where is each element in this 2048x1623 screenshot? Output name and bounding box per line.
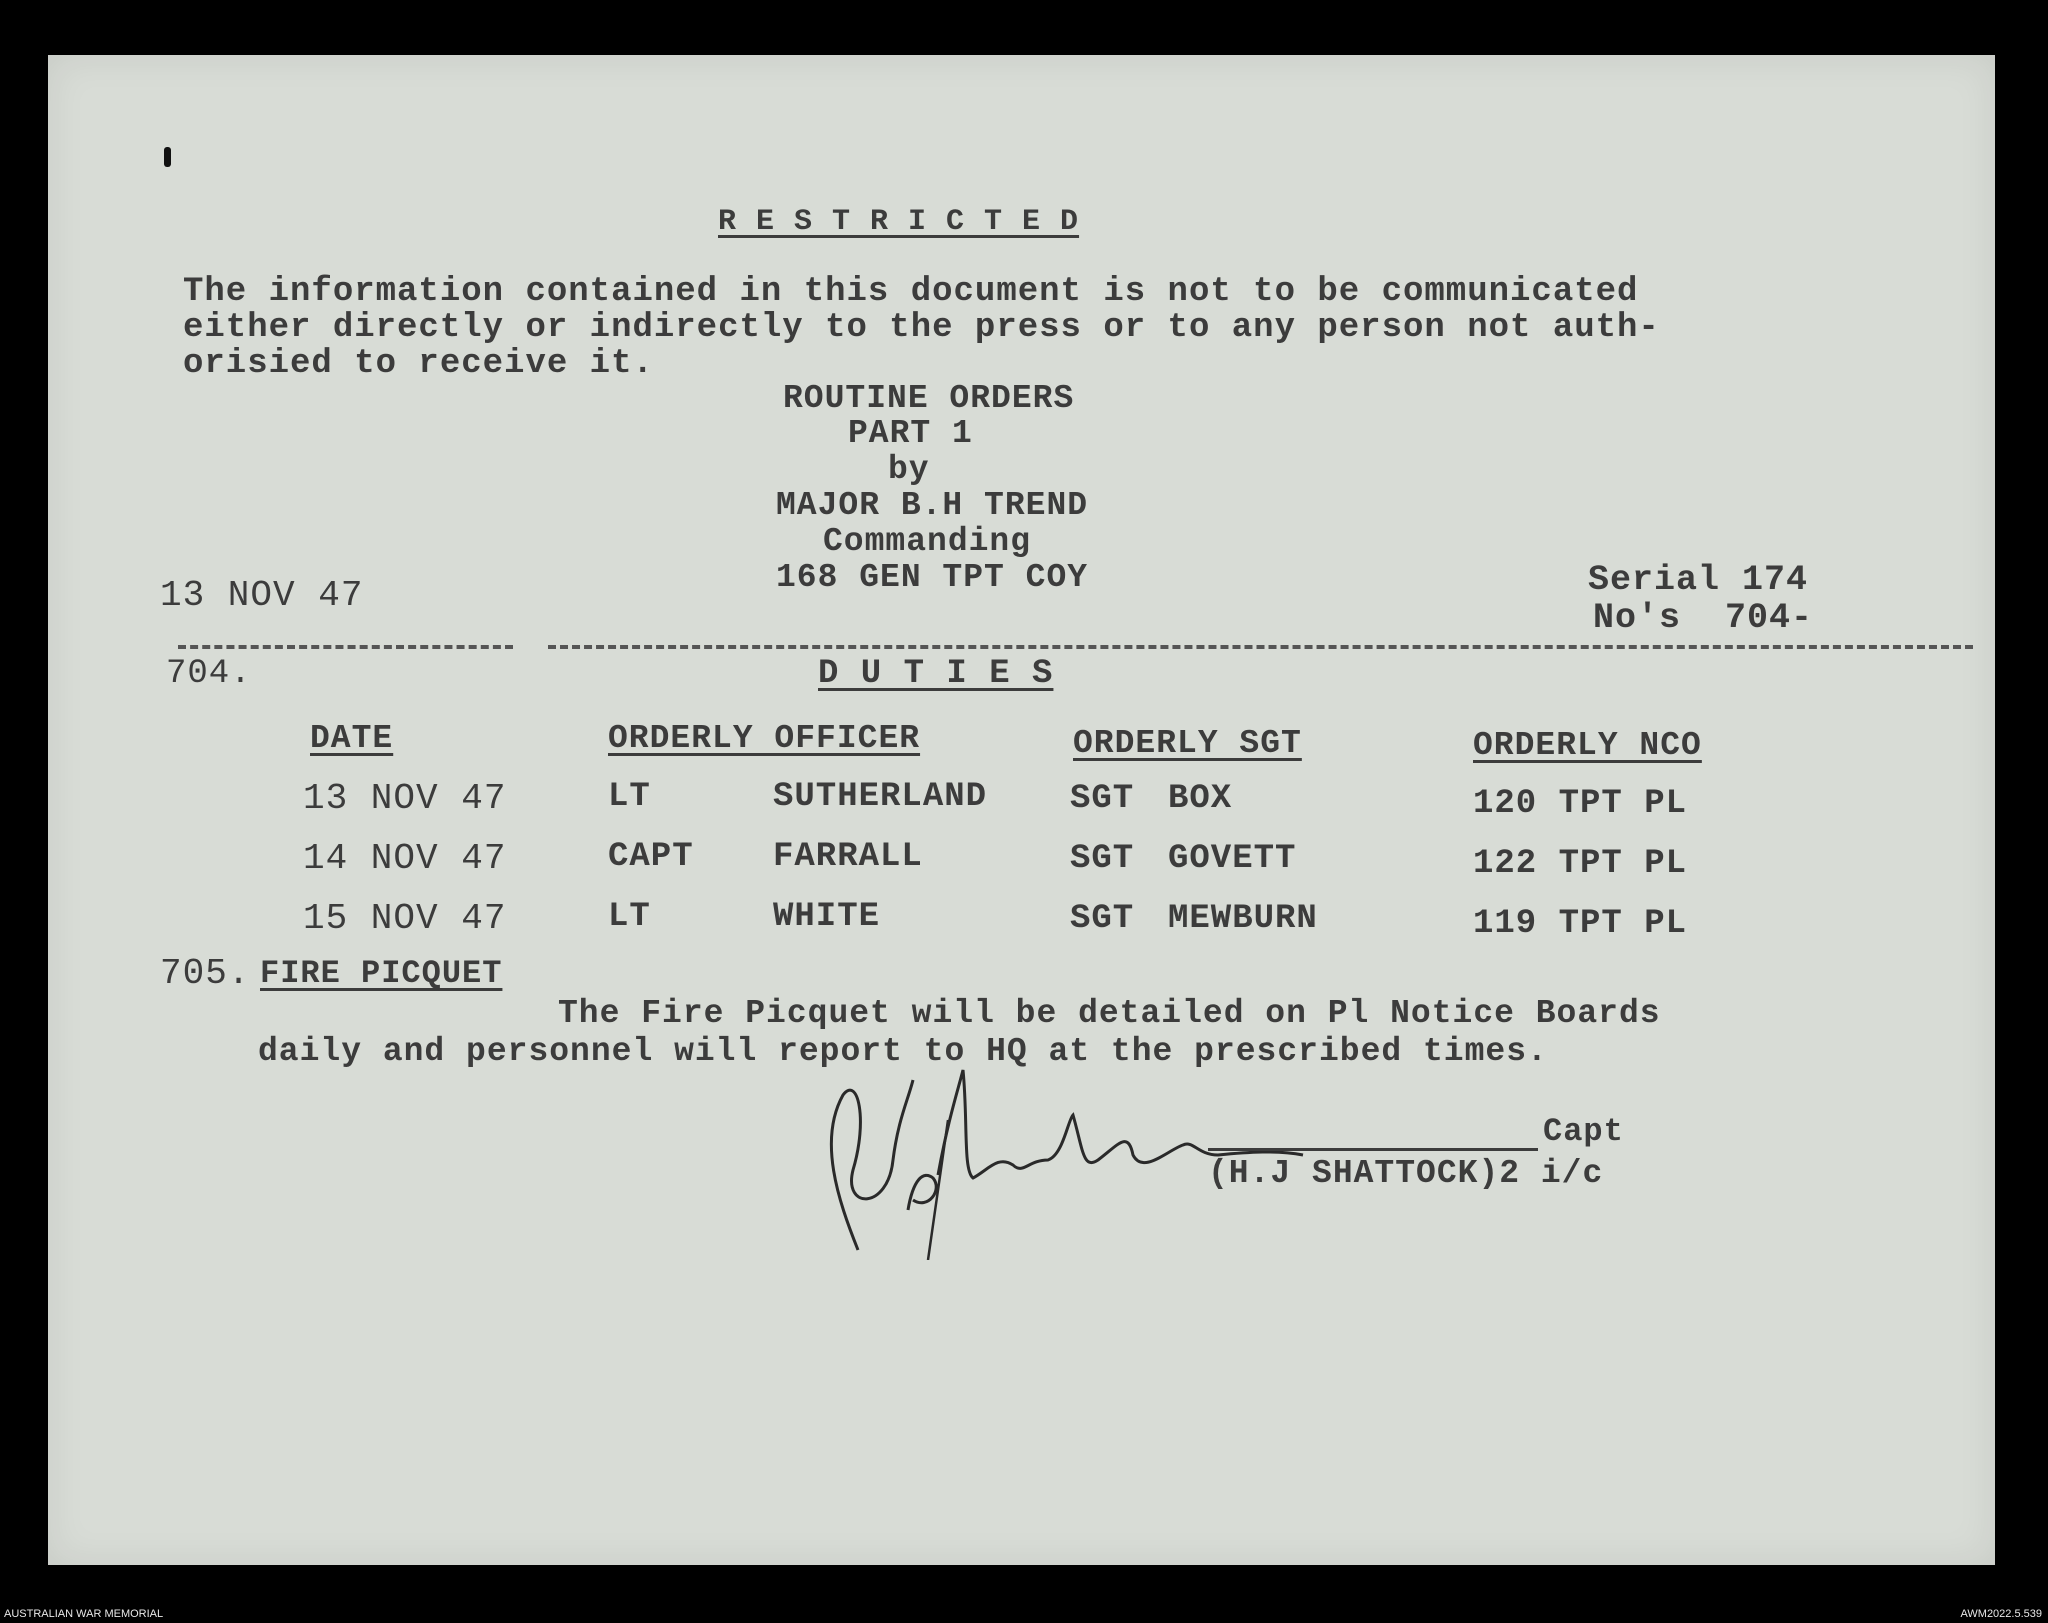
- notice-line-1: The information contained in this document is not to be communicated: [183, 273, 1639, 311]
- row-1-sgt-rank: SGT: [1070, 780, 1135, 818]
- col-header-nco: ORDERLY NCO: [1473, 727, 1702, 764]
- row-1-nco: 120 TPT PL: [1473, 785, 1688, 823]
- fire-picquet-heading: FIRE PICQUET: [260, 955, 503, 992]
- serial-line-2: No's 704-: [1593, 598, 1814, 638]
- row-2-sgt: GOVETT: [1168, 840, 1297, 878]
- title-line-4: MAJOR B.H TREND: [776, 487, 1089, 524]
- duties-number: 704.: [166, 655, 252, 693]
- ink-mark: [164, 147, 171, 167]
- row-3-sgt-rank: SGT: [1070, 900, 1135, 938]
- footer-right: AWM2022.5.539: [1960, 1608, 2042, 1620]
- document-page: [48, 55, 1995, 1565]
- row-2-sgt-rank: SGT: [1070, 840, 1135, 878]
- serial-line-1: Serial 174: [1588, 560, 1809, 600]
- duties-heading: D U T I E S: [818, 655, 1054, 693]
- title-line-6: 168 GEN TPT COY: [776, 559, 1089, 596]
- row-3-date: 15 NOV 47: [303, 898, 507, 939]
- order-date: 13 NOV 47: [160, 575, 364, 616]
- fire-picquet-line-2: daily and personnel will report to HQ at the prescribed times.: [258, 1033, 1548, 1070]
- classification-heading: R E S T R I C T E D: [718, 205, 1080, 239]
- title-line-1: ROUTINE ORDERS: [783, 380, 1075, 417]
- signature-underline: [1208, 1148, 1538, 1151]
- notice-line-2: either directly or indirectly to the press or to any person not auth-: [183, 309, 1660, 347]
- title-line-5: Commanding: [823, 523, 1032, 560]
- notice-line-3: orisied to receive it.: [183, 345, 654, 383]
- row-1-officer: SUTHERLAND: [773, 778, 988, 816]
- row-1-sgt: BOX: [1168, 780, 1233, 818]
- title-line-3: by: [888, 451, 930, 488]
- divider-right: [548, 645, 1973, 649]
- row-2-nco: 122 TPT PL: [1473, 845, 1688, 883]
- row-2-officer: FARRALL: [773, 838, 923, 876]
- row-2-rank: CAPT: [608, 838, 694, 876]
- row-3-officer: WHITE: [773, 898, 881, 936]
- signature-title: Capt: [1543, 1113, 1624, 1150]
- row-1-date: 13 NOV 47: [303, 778, 507, 819]
- row-1-rank: LT: [608, 778, 651, 816]
- col-header-officer: ORDERLY OFFICER: [608, 720, 921, 757]
- archive-footer: [0, 1605, 2048, 1623]
- row-3-sgt: MEWBURN: [1168, 900, 1318, 938]
- title-line-2: PART 1: [848, 415, 973, 452]
- row-2-date: 14 NOV 47: [303, 838, 507, 879]
- footer-left: AUSTRALIAN WAR MEMORIAL: [4, 1608, 164, 1620]
- col-header-sgt: ORDERLY SGT: [1073, 725, 1302, 762]
- divider-left: [178, 645, 513, 649]
- signature-name: (H.J SHATTOCK)2 i/c: [1208, 1155, 1604, 1192]
- fire-picquet-number: 705.: [160, 953, 251, 994]
- row-3-nco: 119 TPT PL: [1473, 905, 1688, 943]
- col-header-date: DATE: [310, 720, 394, 757]
- fire-picquet-line-1: The Fire Picquet will be detailed on Pl Notice Boards: [558, 995, 1661, 1032]
- row-3-rank: LT: [608, 898, 651, 936]
